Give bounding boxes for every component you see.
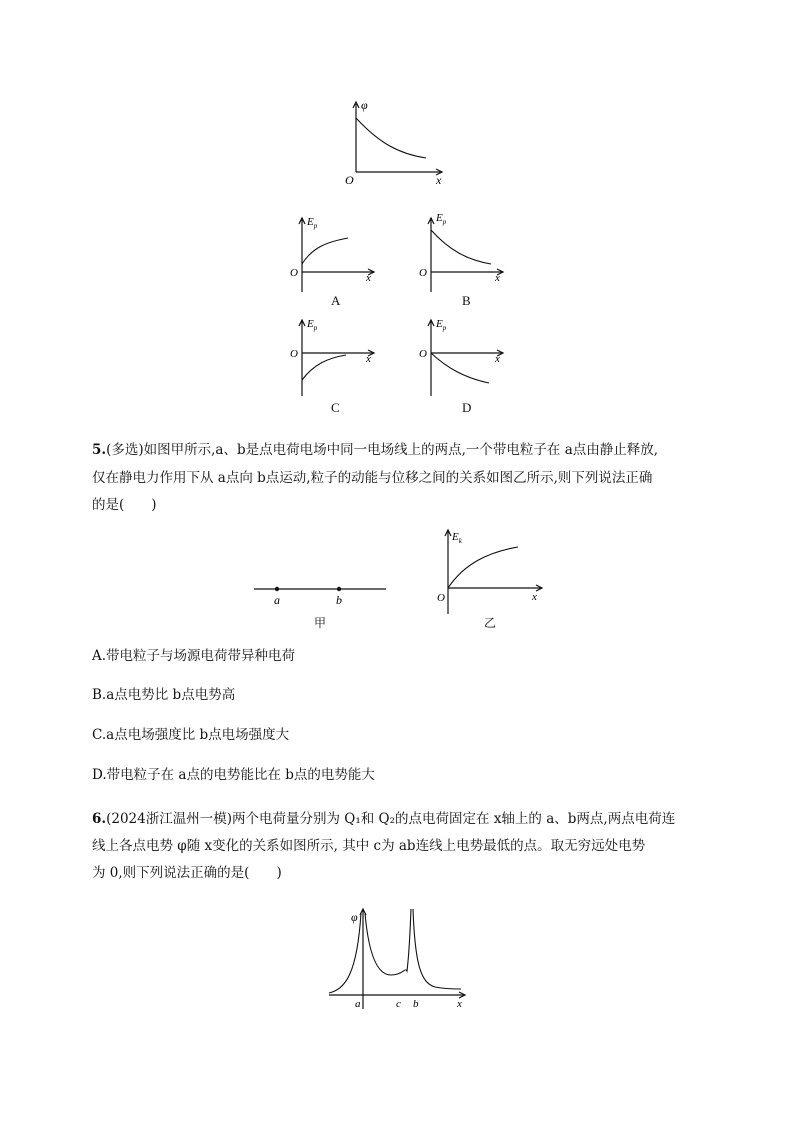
phi-origin-label: O xyxy=(345,173,354,187)
q6-stem-text1: (2024浙江温州一模)两个电荷量分别为 Q₁和 Q₂的点电荷固定在 x轴上的 a、b两点,两点电荷连 xyxy=(106,811,676,827)
option-c-origin: O xyxy=(290,348,298,360)
phi-x-label: x xyxy=(436,173,442,187)
q5-fig-jia-caption: 甲 xyxy=(314,616,327,630)
option-c-x-label: x xyxy=(366,353,371,365)
q5-option-c: C.a点电场强度比 b点电场强度大 xyxy=(92,727,290,743)
q5-fig-yi-caption: 乙 xyxy=(484,616,497,630)
q6-curve-right xyxy=(413,909,461,989)
svg-text:Ep xyxy=(435,212,447,226)
q6-y-label: φ xyxy=(351,910,358,924)
q5-yi-y-sub: k xyxy=(458,537,462,545)
option-b-y-label: E xyxy=(436,212,443,224)
q5-option-b: B.a点电势比 b点电势高 xyxy=(92,687,236,703)
phi-curve xyxy=(356,118,426,158)
q5-stem-text1: (多选)如图甲所示,a、b是点电荷电场中同一电场线上的两点,一个带电粒子在 a点由静止释放, xyxy=(106,442,659,458)
option-b-x-label: x xyxy=(495,272,500,284)
option-a-graph xyxy=(284,210,380,296)
q6-point-c: c xyxy=(396,998,401,1010)
option-d-origin: O xyxy=(419,348,427,360)
option-c-graph xyxy=(284,316,380,400)
q5-yi-y-label: E xyxy=(452,531,459,543)
option-a-y-sub: p xyxy=(313,222,318,230)
q5-fig-jia xyxy=(252,580,390,610)
point-a-dot xyxy=(275,587,279,591)
option-b-letter: B xyxy=(462,293,471,308)
q6-curve-middle xyxy=(365,909,411,975)
point-b-dot xyxy=(337,587,341,591)
q6-point-b: b xyxy=(413,998,419,1010)
q5-fig-yi xyxy=(430,526,546,616)
q6-stem-line2: 线上各点电势 φ随 x变化的关系如图所示, 其中 c为 ab连线上电势最低的点。取无穷远处电势 xyxy=(92,838,646,854)
q6-stem-line3: 为 0,则下列说法正确的是( ) xyxy=(92,865,282,881)
q5-yi-origin: O xyxy=(437,592,445,604)
phi-x-graph xyxy=(340,96,460,188)
q5-number: 5. xyxy=(92,442,107,458)
q6-x-label: x xyxy=(457,998,462,1010)
q5-option-d: D.带电粒子在 a点的电势能比在 b点的电势能大 xyxy=(92,767,375,783)
q6-phi-graph xyxy=(325,905,475,1013)
option-b-graph xyxy=(413,210,509,296)
option-a-curve xyxy=(302,238,348,264)
q5-stem-line1 xyxy=(92,442,658,458)
svg-text:Ep xyxy=(306,216,318,230)
option-a-origin: O xyxy=(290,267,298,279)
q5-ek-curve xyxy=(448,547,518,588)
option-d-y-label: E xyxy=(436,318,443,330)
phi-y-label: φ xyxy=(361,98,368,112)
option-c-y-label: E xyxy=(307,318,314,330)
option-b-y-sub: p xyxy=(442,218,447,226)
svg-text:Ep xyxy=(306,318,318,332)
option-a-letter: A xyxy=(331,293,341,308)
q5-stem-line2: 仅在静电力作用下从 a点向 b点运动,粒子的动能与位移之间的关系如图乙所示,则下列说法正确 xyxy=(92,470,653,486)
option-c-curve xyxy=(302,355,346,380)
option-b-curve xyxy=(431,230,491,264)
q5-point-a-label: a xyxy=(274,593,280,607)
q5-point-b-label: b xyxy=(336,593,342,607)
q5-yi-x-label: x xyxy=(532,591,537,603)
option-a-y-label: E xyxy=(307,216,314,228)
svg-text:Ep xyxy=(435,318,447,332)
option-d-x-label: x xyxy=(495,353,500,365)
svg-text:Ek xyxy=(451,531,463,545)
q5-option-a: A.带电粒子与场源电荷带异种电荷 xyxy=(92,648,296,664)
option-d-curve xyxy=(431,353,489,383)
q5-stem-line3: 的是( ) xyxy=(92,497,157,513)
option-c-letter: C xyxy=(331,400,340,415)
option-d-graph xyxy=(413,316,509,400)
option-b-origin: O xyxy=(419,267,427,279)
option-d-y-sub: p xyxy=(442,324,447,332)
option-d-letter: D xyxy=(462,400,472,415)
q6-stem-line1 xyxy=(92,811,675,827)
q6-curve-left xyxy=(329,913,361,993)
q6-number: 6. xyxy=(92,811,107,827)
q6-point-a: a xyxy=(355,998,361,1010)
option-a-x-label: x xyxy=(366,272,371,284)
option-c-y-sub: p xyxy=(313,324,318,332)
